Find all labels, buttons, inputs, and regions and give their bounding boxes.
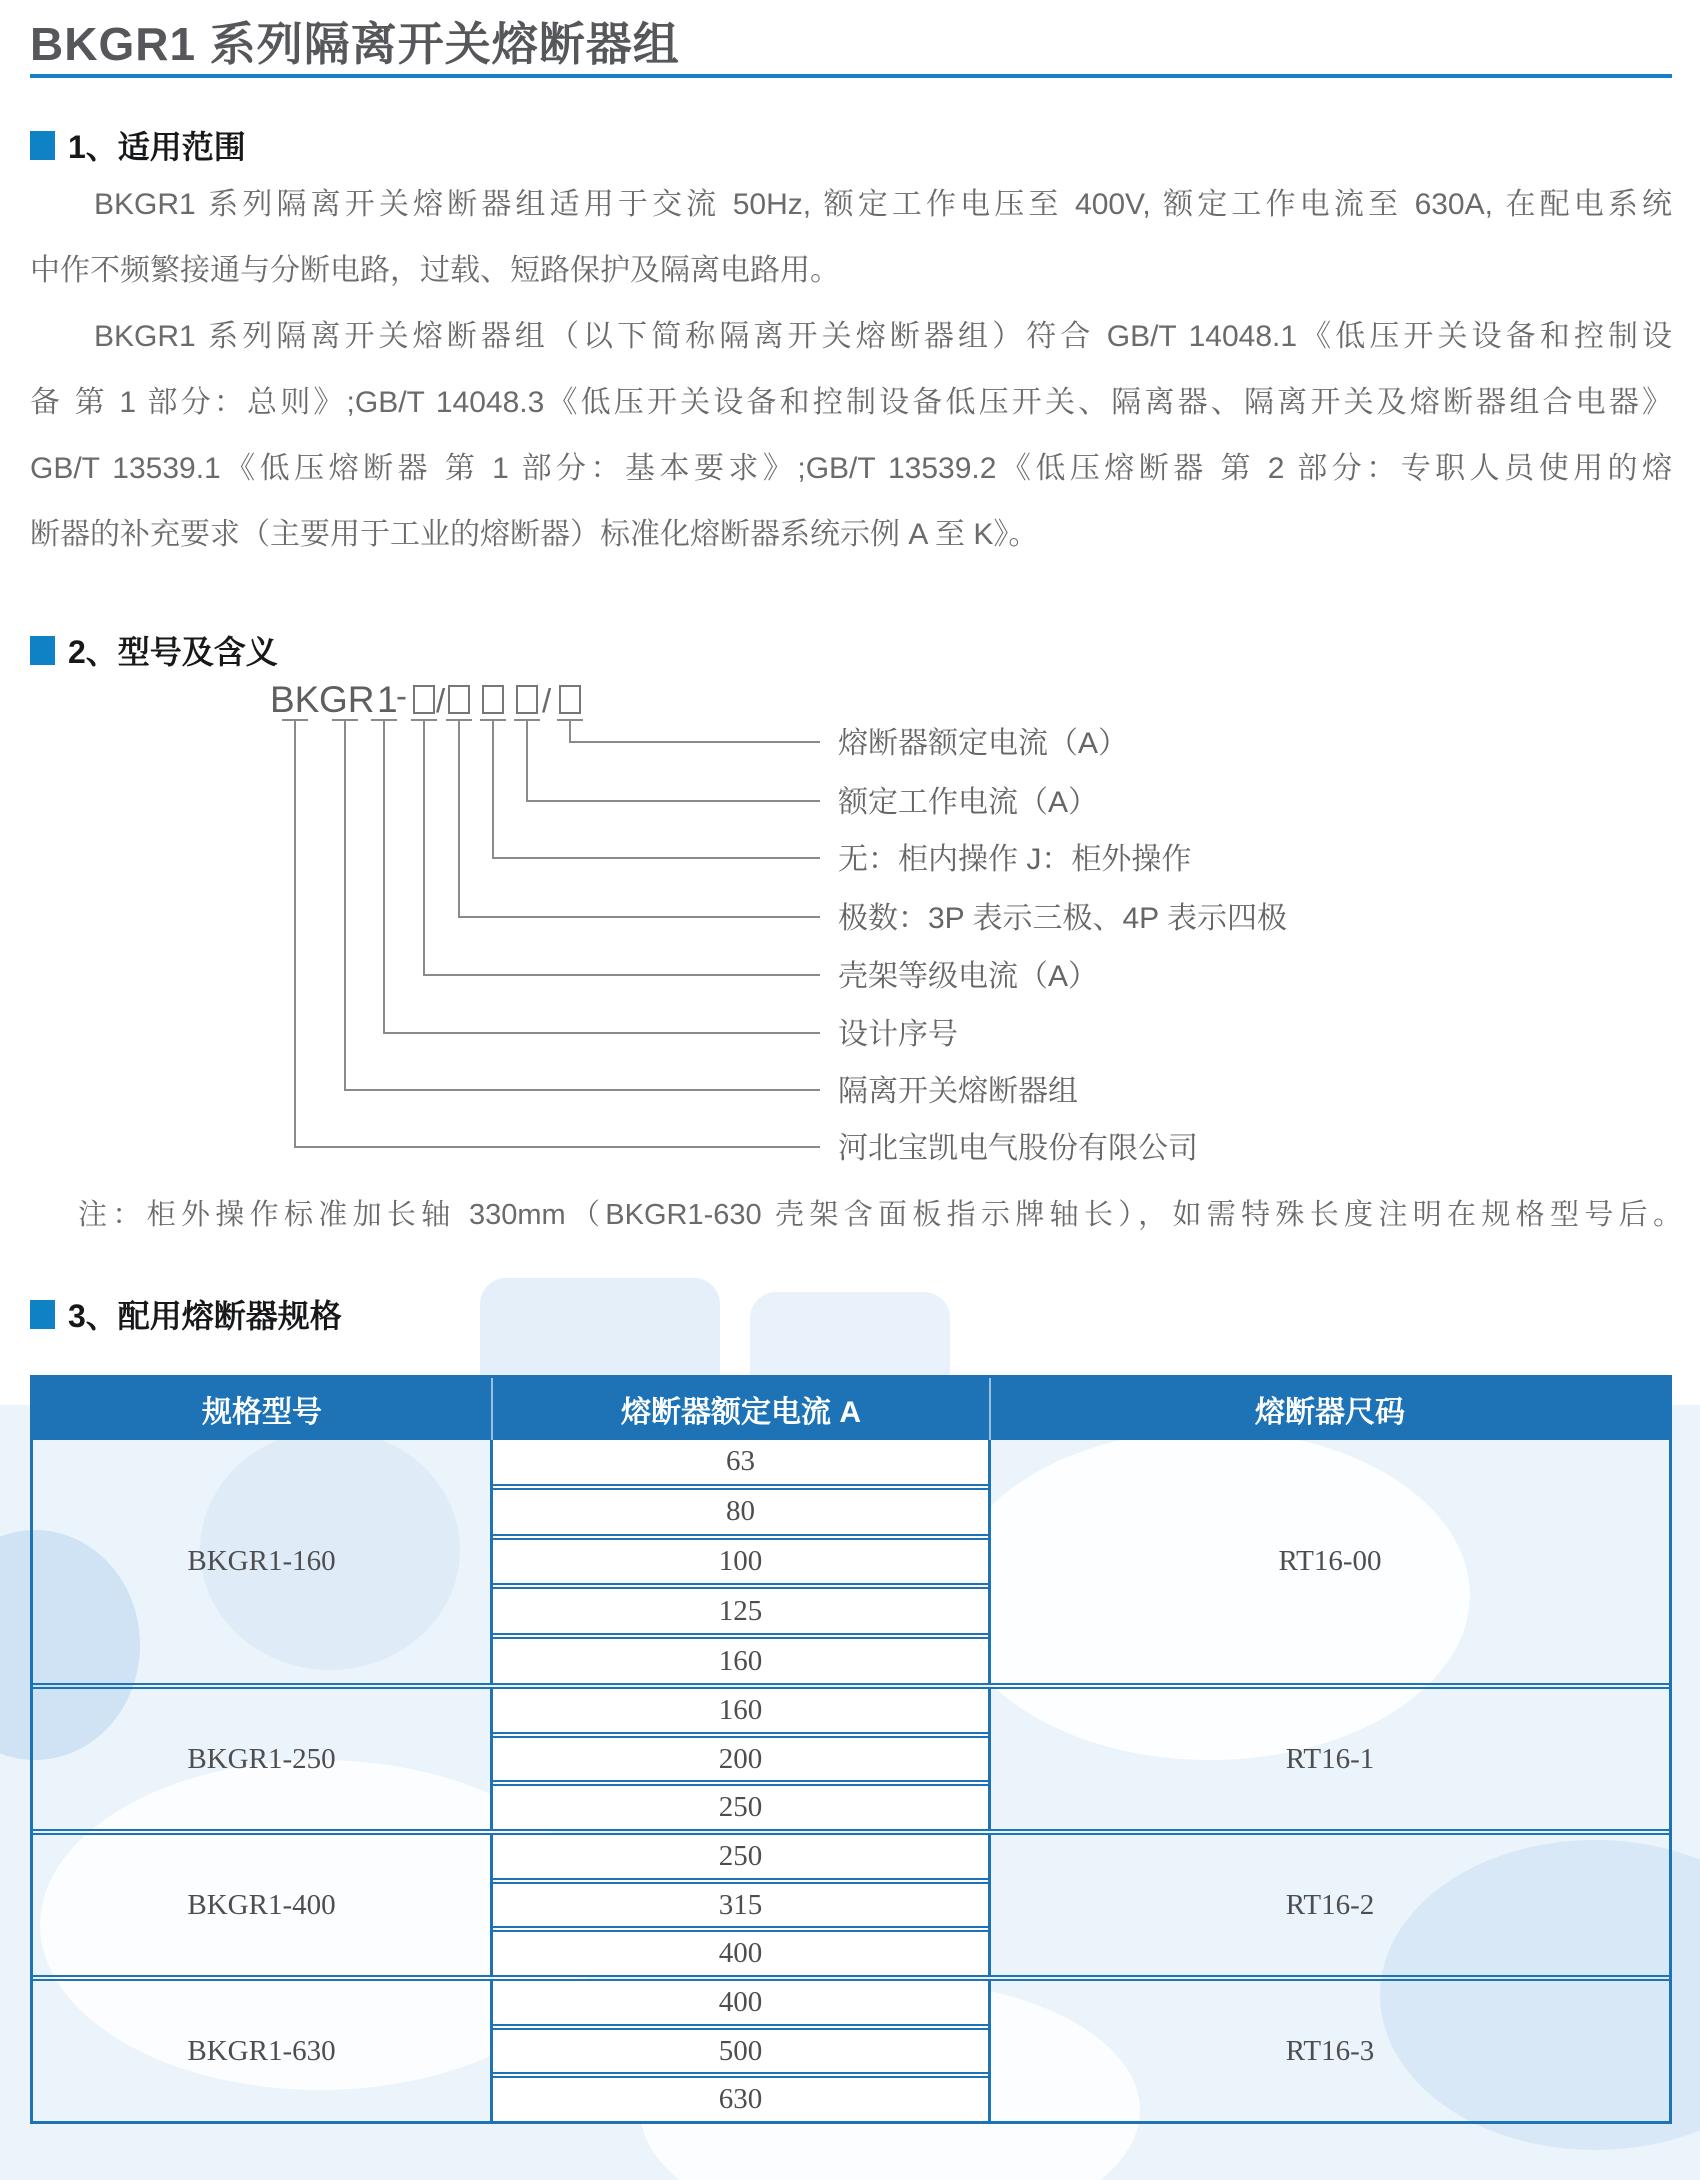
leader-line [557,720,820,742]
diagram-label: 无：柜内操作 J：柜外操作 [838,843,1192,876]
leader-line [282,720,820,1147]
size-cell: RT16-1 [1285,1742,1375,1775]
table-row [33,1440,1669,1683]
current-value: 315 [493,1878,988,1927]
section-marker-icon [30,131,55,160]
current-value: 100 [493,1534,988,1584]
section-label: 2、型号及含义 [68,634,278,670]
diagram-label: 隔离开关熔断器组 [838,1075,1078,1108]
paragraph-line: GB/T 13539.1《低压熔断器 第 1 部分：基本要求》;GB/T 13539.2《低压熔断器 第 2 部分：专职人员使用的熔 [30,452,1672,485]
paragraph-line: 中作不频繁接通与分断电路，过载、短路保护及隔离电路用。 [30,254,840,287]
leader-line [514,720,820,801]
model-token-gr: GR [319,679,375,720]
title-divider [30,74,1672,78]
current-value: 630 [493,2072,988,2121]
diagram-label: 极数：3P 表示三极、4P 表示四极 [838,902,1287,935]
table-row [33,1829,1669,1975]
paragraph-line: BKGR1 系列隔离开关熔断器组（以下简称隔离开关熔断器组）符合 GB/T 14048.1《低压开关设备和控制设 [94,320,1672,353]
model-token-dash: - [396,677,407,714]
scope-paragraph-2 [30,304,1672,568]
leader-line [332,720,820,1090]
section-label: 3、配用熔断器规格 [68,1298,342,1334]
model-cell: BKGR1-400 [33,1835,493,1975]
size-cell: RT16-3 [1285,2034,1375,2067]
section-heading-fuse-spec [30,1291,342,1337]
page-title: BKGR1 系列隔离开关熔断器组 [30,18,680,70]
table-row [33,1975,1669,2121]
model-token-slash: / [436,682,446,719]
model-token-slash: / [542,682,552,719]
current-cell-stack [493,1440,991,1683]
diagram-label: 熔断器额定电流（A） [838,727,1129,760]
current-value: 250 [493,1780,988,1829]
diagram-label: 额定工作电流（A） [838,786,1099,819]
model-cell: BKGR1-160 [33,1440,493,1683]
table-header-row [33,1378,1669,1440]
current-value: 400 [493,1926,988,1975]
current-cell-stack [493,1835,991,1975]
current-value: 500 [493,2024,988,2073]
current-value: 200 [493,1732,988,1781]
model-cell: BKGR1-630 [33,1981,493,2121]
paragraph-line: BKGR1 系列隔离开关熔断器组适用于交流 50Hz, 额定工作电压至 400V, 额定工作电流至 630A, 在配电系统 [94,188,1672,221]
section-heading-scope [30,122,246,168]
column-header-current: 熔断器额定电流 A [493,1378,991,1440]
paragraph-line: 断器的补充要求（主要用于工业的熔断器）标准化熔断器系统示例 A 至 K》。 [30,518,1039,551]
leader-line [371,720,820,1033]
current-value: 400 [493,1981,988,2024]
model-placeholder-box [414,686,434,713]
size-cell: RT16-2 [1285,1888,1375,1921]
size-cell: RT16-00 [1278,1545,1382,1577]
diagram-label: 壳架等级电流（A） [838,960,1099,993]
scope-paragraph-1 [30,172,1672,304]
model-placeholder-box [449,686,469,713]
current-value: 250 [493,1835,988,1878]
section-marker-icon [30,1300,55,1329]
current-value: 160 [493,1633,988,1683]
column-header-size: 熔断器尺码 [1255,1396,1405,1429]
column-header-model: 规格型号 [33,1378,493,1440]
diagram-note: 注：柜外操作标准加长轴 330mm（BKGR1-630 壳架含面板指示牌轴长），如需特殊长度注明在规格型号后。 [78,1199,1682,1231]
model-token-1: 1 [377,679,398,720]
diagram-label: 河北宝凯电气股份有限公司 [838,1132,1198,1165]
leader-line [480,720,820,858]
current-value: 160 [493,1689,988,1732]
model-placeholder-box [517,686,537,713]
leader-line [411,720,820,975]
model-placeholder-box [483,686,503,713]
paragraph-line: 备 第 1 部分：总则》;GB/T 14048.3《低压开关设备和控制设备低压开关、隔离器、隔离开关及熔断器组合电器》 [30,386,1672,419]
section-label: 1、适用范围 [68,129,246,165]
fuse-spec-table [30,1375,1672,2124]
leader-line [446,720,820,917]
current-value: 63 [493,1440,988,1484]
current-value: 125 [493,1583,988,1633]
model-designation-diagram [0,660,1700,1185]
model-token-bk: BK [270,679,320,720]
model-placeholder-box [560,686,580,713]
current-value: 80 [493,1484,988,1534]
current-cell-stack [493,1981,991,2121]
table-row [33,1683,1669,1829]
model-cell: BKGR1-250 [33,1689,493,1829]
current-cell-stack [493,1689,991,1829]
diagram-label: 设计序号 [838,1018,958,1051]
